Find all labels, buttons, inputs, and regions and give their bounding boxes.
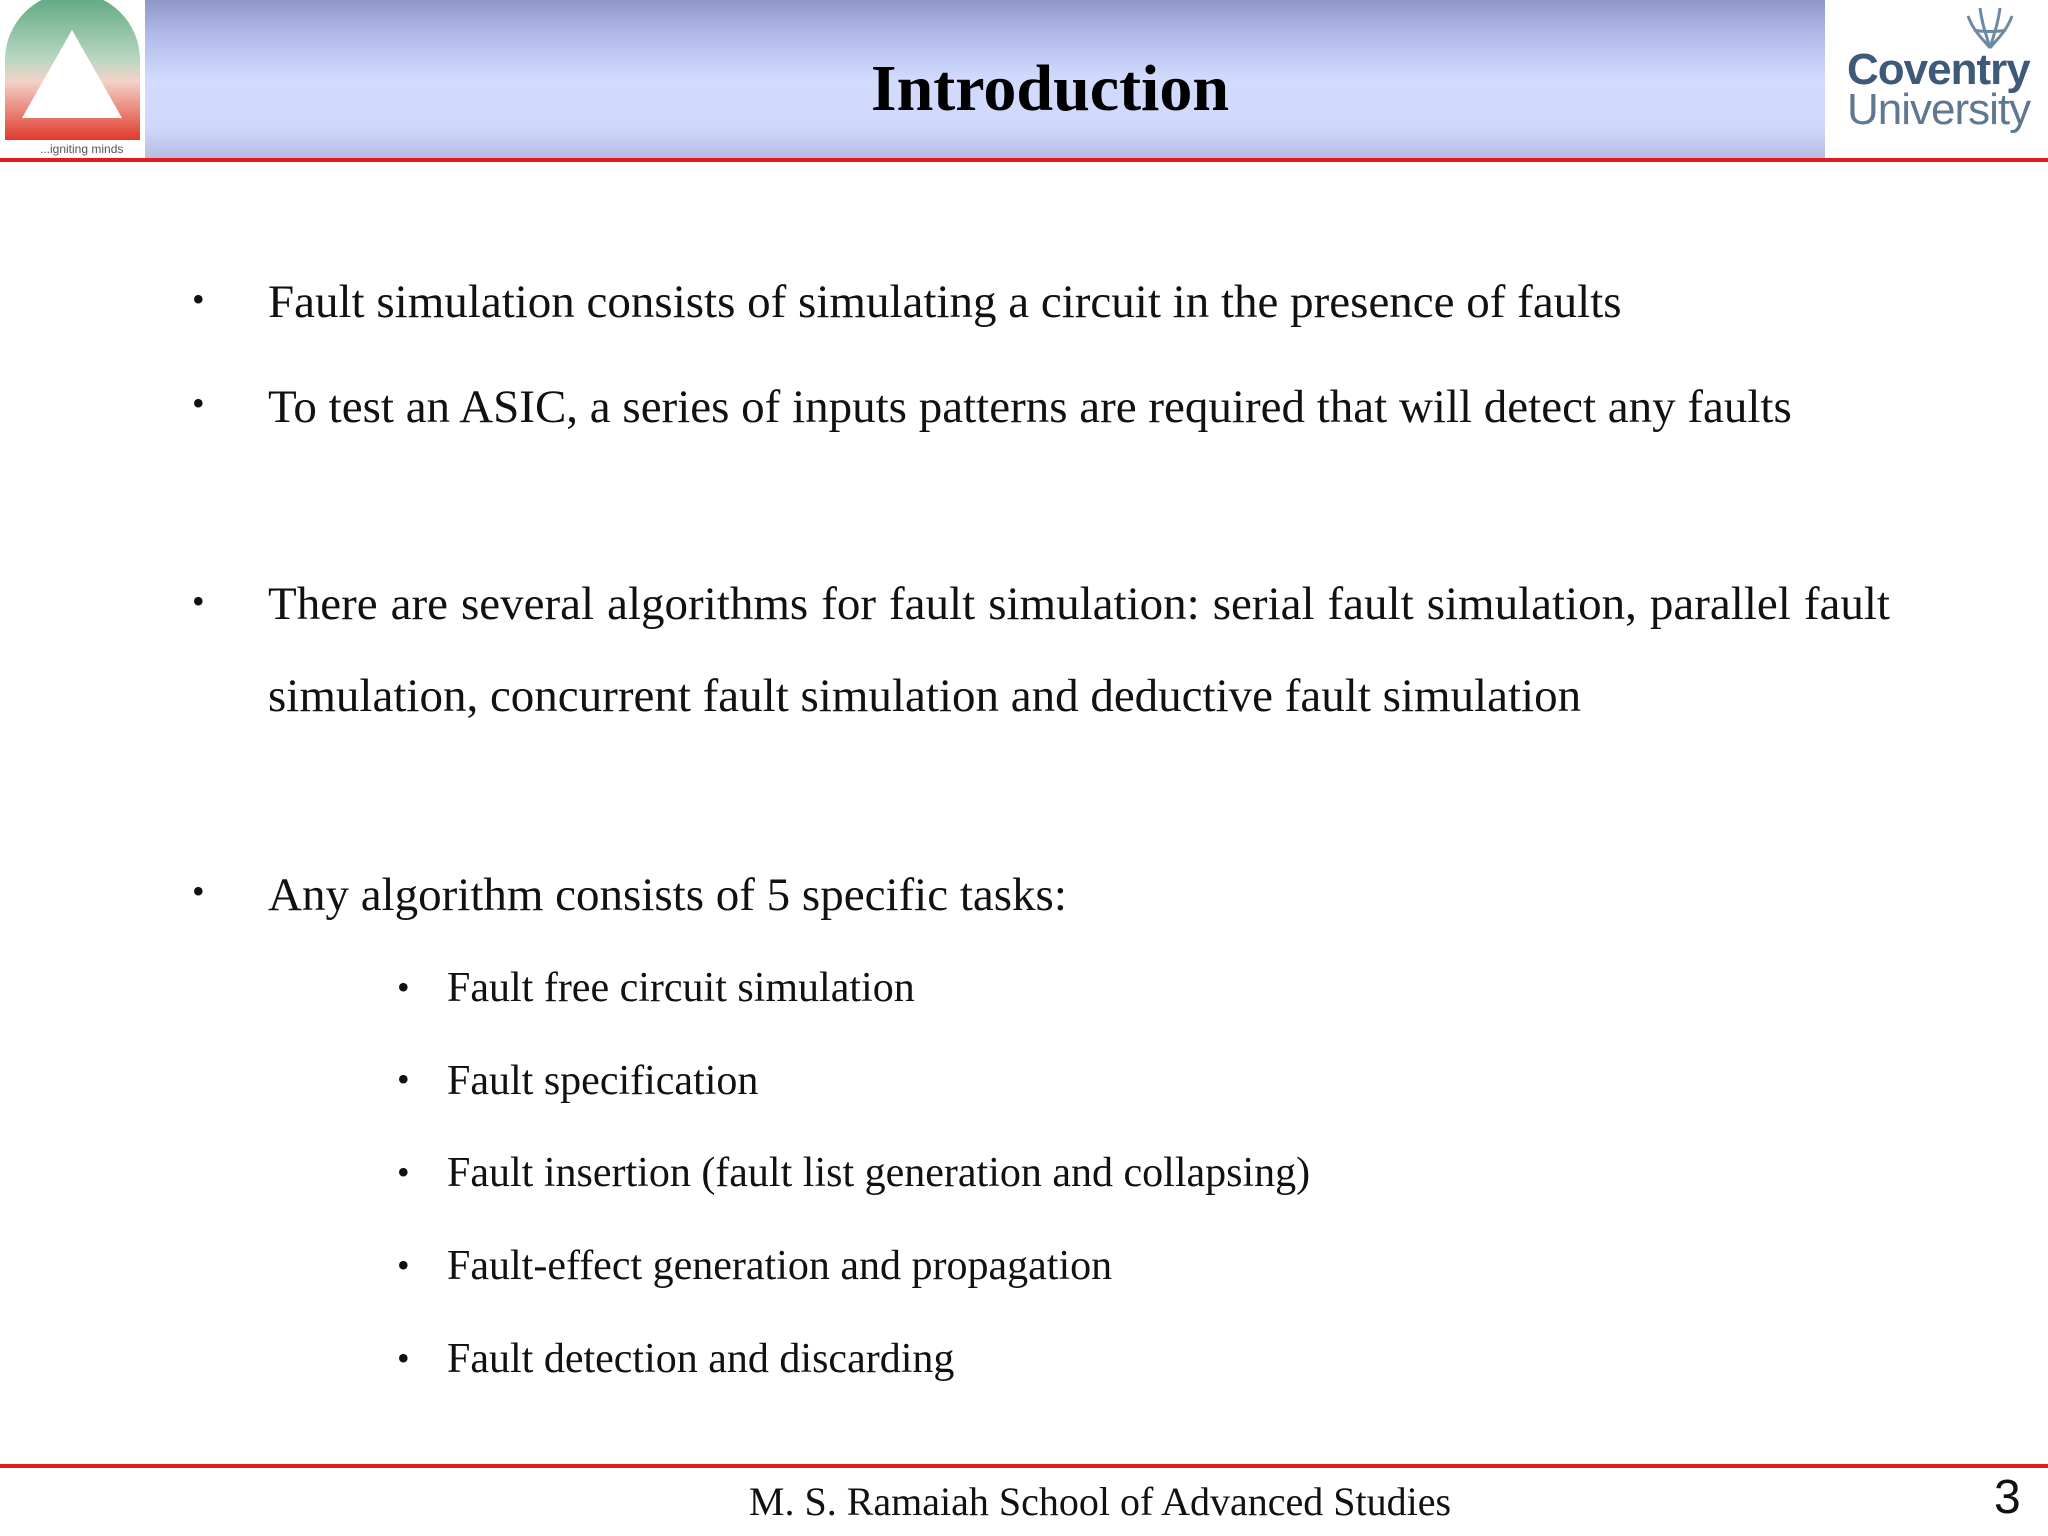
bullet-item: There are several algorithms for fault simulation: serial fault simulation, parallel fault simulation, concurrent fault simulation and deductive fault simulation: [268, 578, 1890, 722]
sub-bullet-item: Fault-effect generation and propagation: [447, 1243, 1113, 1289]
sub-bullet-item: Fault specification: [447, 1058, 759, 1104]
bullet-item: Fault simulation consists of simulating a circuit in the presence of faults: [268, 276, 1622, 328]
footer-institution: M. S. Ramaiah School of Advanced Studies: [748, 1479, 1452, 1524]
bullet-marker: •: [192, 383, 205, 423]
sub-bullet-item: Fault free circuit simulation: [447, 965, 915, 1011]
footer-divider: [0, 1464, 2048, 1468]
brand-line-2: University: [1847, 85, 2031, 134]
page-number: 3: [1994, 1471, 2021, 1524]
sub-bullet-marker: •: [397, 1152, 410, 1192]
bullet-marker: •: [192, 279, 205, 319]
bullet-item: To test an ASIC, a series of inputs patterns are required that will detect any faults: [268, 381, 1792, 433]
sub-bullet-marker: •: [397, 967, 410, 1007]
sub-bullet-item: Fault insertion (fault list generation and collapsing): [447, 1150, 1311, 1196]
bullet-item: Any algorithm consists of 5 specific tasks:: [268, 869, 1067, 921]
bullet-marker: •: [192, 871, 205, 911]
sub-bullet-item: Fault detection and discarding: [447, 1336, 955, 1382]
sub-bullet-marker: •: [397, 1245, 410, 1285]
brand-line-1: Coventry: [1847, 45, 2030, 94]
bullet-marker: •: [192, 581, 205, 621]
sub-bullet-marker: •: [397, 1059, 410, 1099]
sub-bullet-marker: •: [397, 1338, 410, 1378]
page-title: Introduction: [870, 52, 1230, 125]
logo-tagline: ...igniting minds: [40, 142, 124, 156]
